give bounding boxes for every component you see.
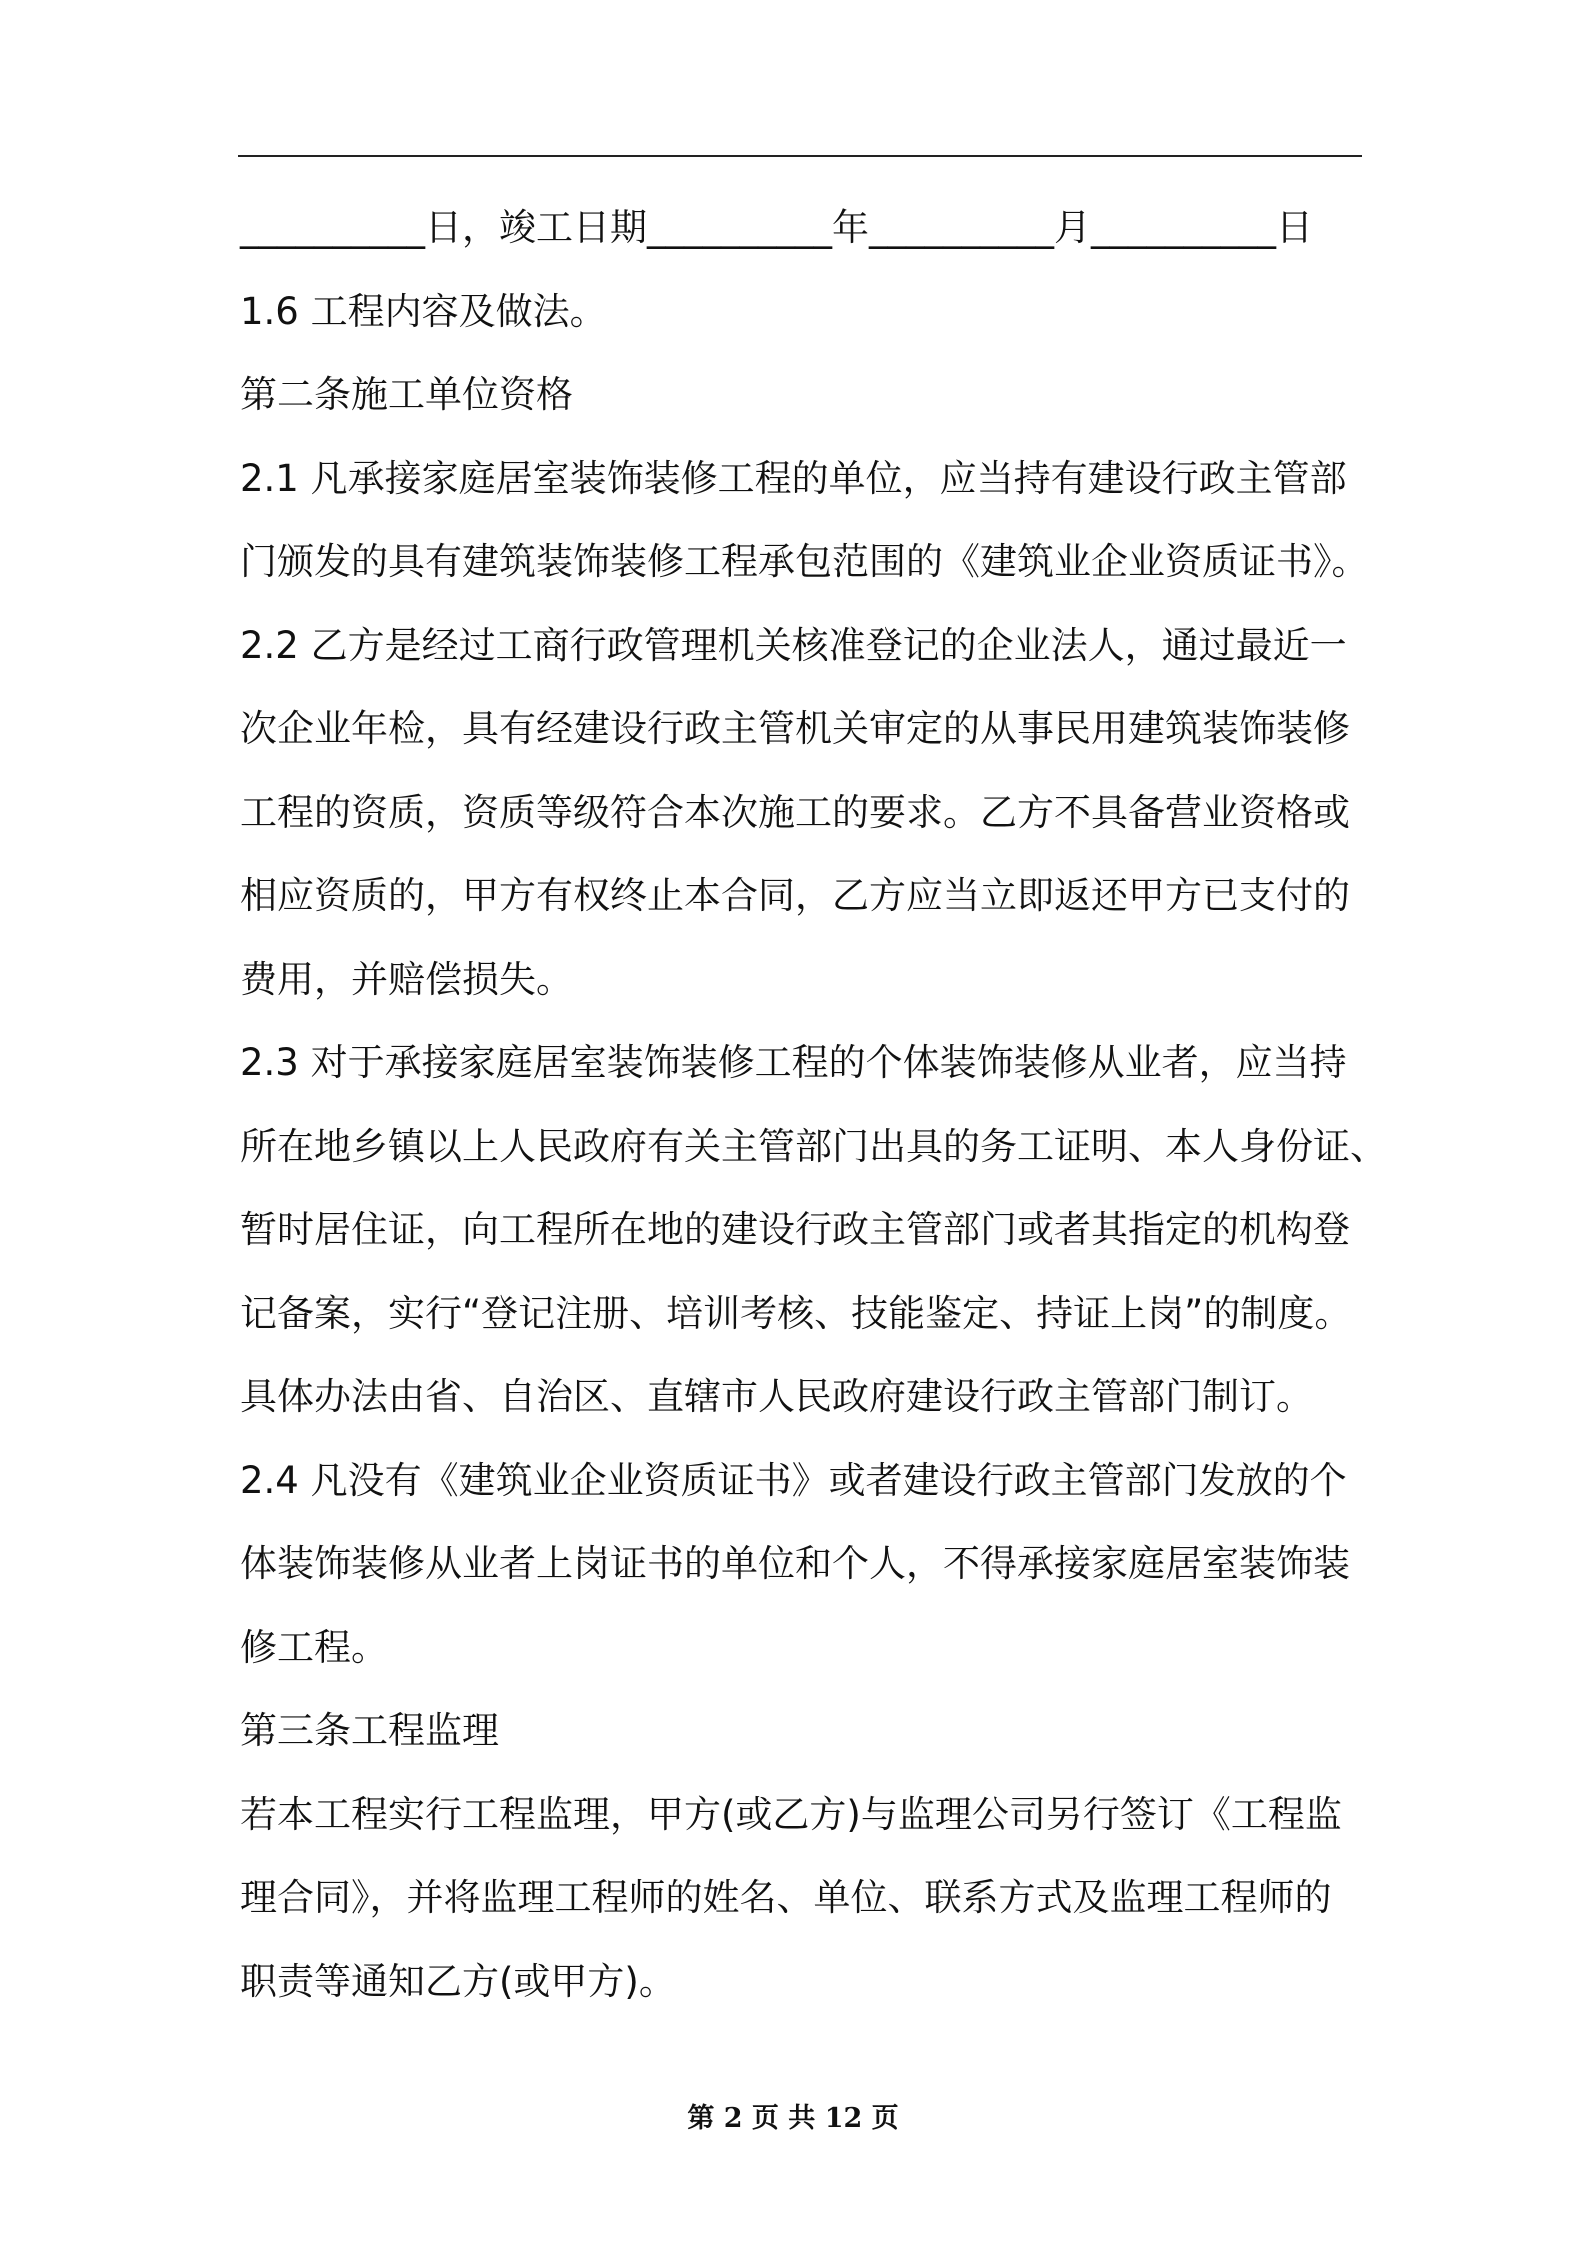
text-line-12: 所在地乡镇以上人民政府有关主管部门出具的务工证明、本人身份证、 [240, 1125, 1387, 1168]
text-line-15: 具体办法由省、自治区、直辖市人民政府建设行政主管部门制订。 [240, 1375, 1313, 1418]
text-line-22: 职责等通知乙方(或甲方)。 [240, 1960, 676, 2003]
text-line-8: 工程的资质，资质等级符合本次施工的要求。乙方不具备营业资格或 [240, 791, 1350, 834]
text-line-18: 修工程。 [240, 1626, 388, 1669]
section-heading-3: 第三条工程监理 [240, 1709, 499, 1752]
text-line-7: 次企业年检，具有经建设行政主管机关审定的从事民用建筑装饰装修 [240, 707, 1350, 750]
text-line-13: 暂时居住证，向工程所在地的建设行政主管部门或者其指定的机构登 [240, 1208, 1350, 1251]
text-line-6: 2.2 乙方是经过工商行政管理机关核准登记的企业法人，通过最近一 [240, 624, 1347, 667]
header-rule [238, 155, 1362, 157]
page-number-footer: 第 2 页 共 12 页 [687, 2103, 899, 2134]
text-line-17: 体装饰装修从业者上岗证书的单位和个人，不得承接家庭居室装饰装 [240, 1542, 1350, 1585]
section-heading-2: 第二条施工单位资格 [240, 373, 573, 416]
text-line-21: 理合同》，并将监理工程师的姓名、单位、联系方式及监理工程师的 [240, 1876, 1332, 1919]
text-line-5: 门颁发的具有建筑装饰装修工程承包范围的《建筑业企业资质证书》。 [240, 540, 1369, 583]
text-line-11: 2.3 对于承接家庭居室装饰装修工程的个体装饰装修从业者，应当持 [240, 1041, 1347, 1084]
text-line-4: 2.1 凡承接家庭居室装饰装修工程的单位，应当持有建设行政主管部 [240, 457, 1347, 500]
text-line-16: 2.4 凡没有《建筑业企业资质证书》或者建设行政主管部门发放的个 [240, 1459, 1347, 1502]
text-line-14: 记备案，实行“登记注册、培训考核、技能鉴定、持证上岗”的制度。 [240, 1292, 1352, 1335]
text-line-9: 相应资质的，甲方有权终止本合同，乙方应当立即返还甲方已支付的 [240, 874, 1350, 917]
text-line-10: 费用，并赔偿损失。 [240, 958, 573, 1001]
text-line-1: __________日，竣工日期__________年__________月__________日 [240, 206, 1313, 249]
text-line-20: 若本工程实行工程监理，甲方(或乙方)与监理公司另行签订《工程监 [240, 1793, 1342, 1836]
text-line-2: 1.6 工程内容及做法。 [240, 290, 607, 333]
